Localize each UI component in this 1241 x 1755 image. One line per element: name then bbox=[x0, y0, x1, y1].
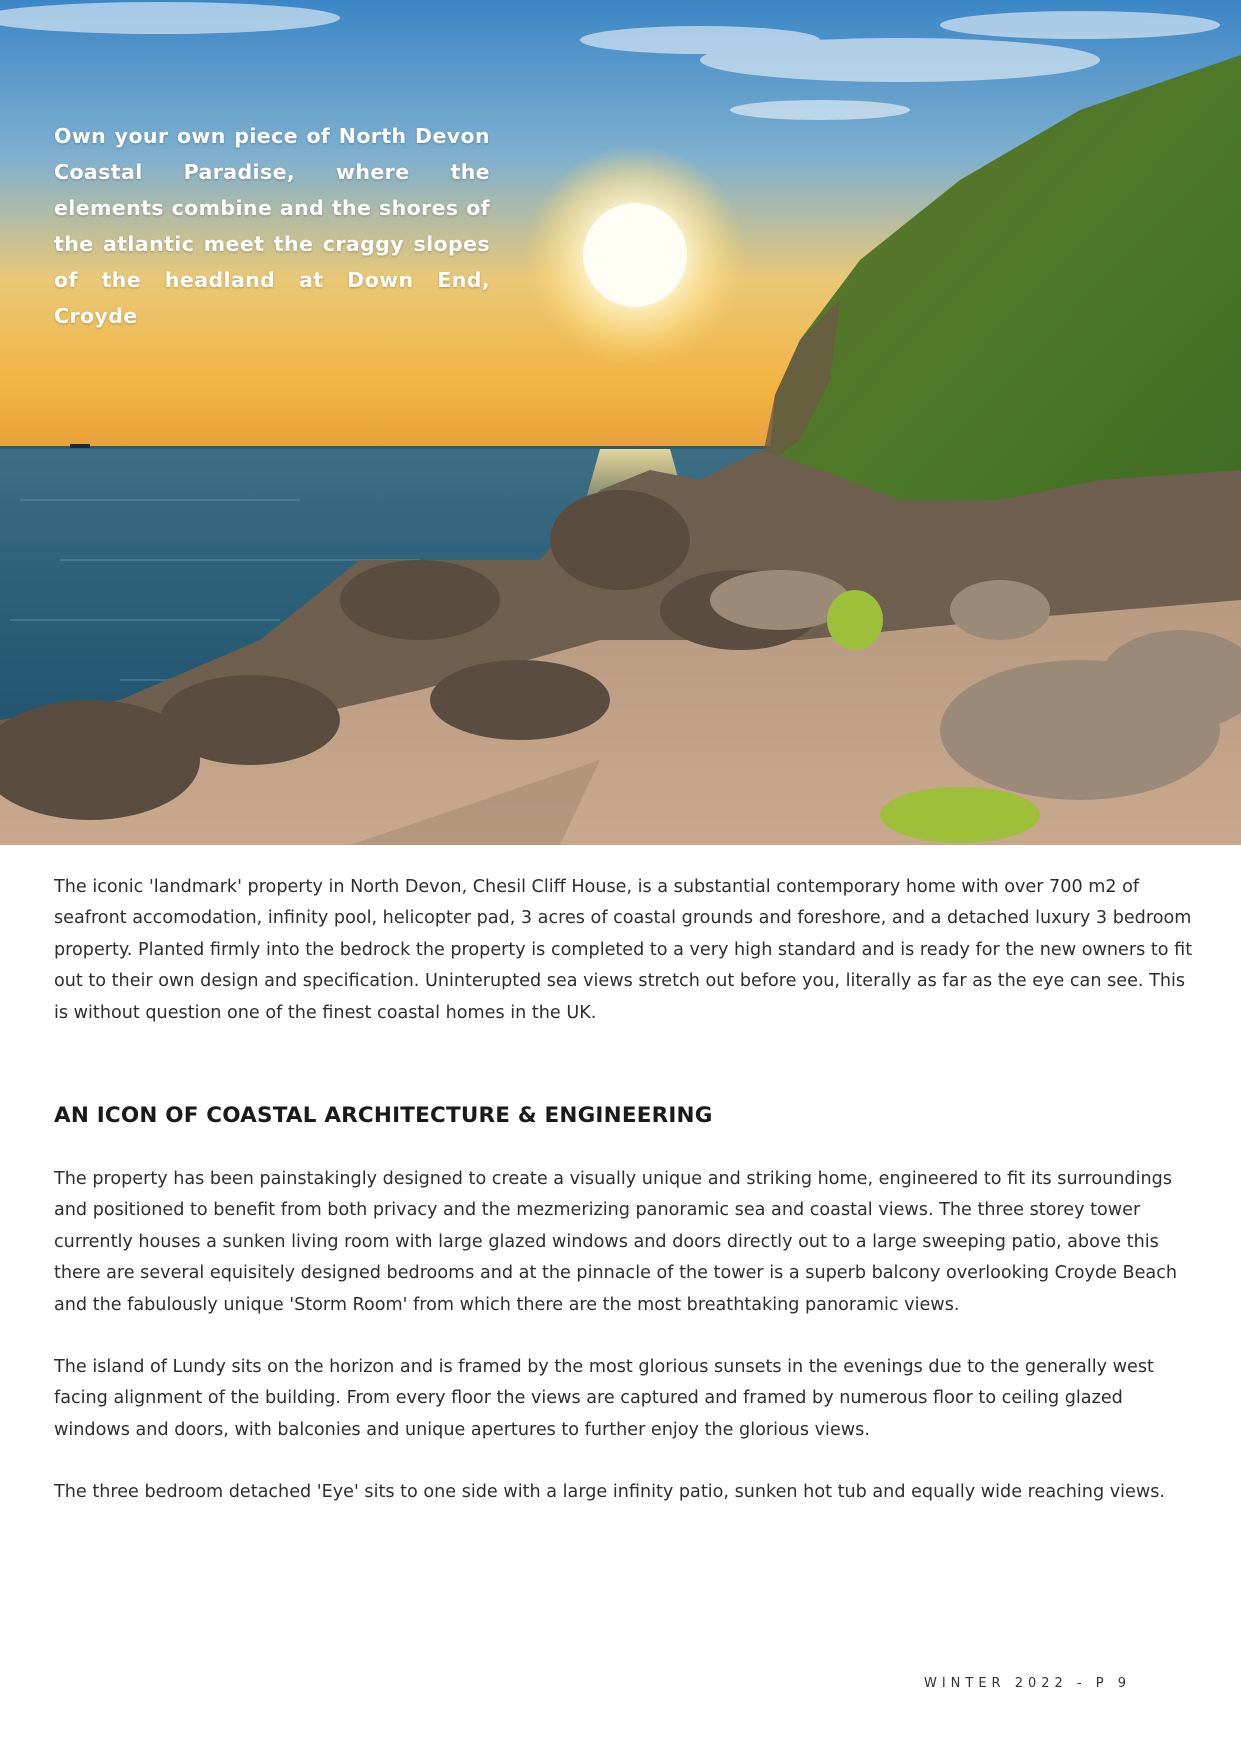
intro-paragraph: The iconic 'landmark' property in North Devon, Chesil Cliff House, is a substantial contemporary home with over 700 m2 of seafront accomodation, infinity pool, helicopter pad, 3 acres of coastal grounds and foreshore, and a detached luxury 3 bedroom property. Planted firmly into the bedrock the property is completed to a very high standard and is ready for the new owners to fit out to their own design and specification. Uninterupted sea views stretch out before you, literally as far as the eye can see. This is without question one of the finest coastal homes in the UK. bbox=[54, 877, 1193, 1023]
article-body bbox=[54, 872, 1194, 1509]
section-heading: AN ICON OF COASTAL ARCHITECTURE & ENGINEERING bbox=[54, 1103, 713, 1129]
body-paragraph-3: The three bedroom detached 'Eye' sits to one side with a large infinity patio, sunken hot tub and equally wide reaching views. bbox=[54, 1482, 1165, 1503]
page-footer: WINTER 2022 - P 9 bbox=[923, 1676, 1131, 1691]
hero-photo bbox=[0, 0, 1241, 845]
body-paragraph-1: The property has been painstakingly designed to create a visually unique and striking home, engineered to fit its surroundings and positioned to benefit from both privacy and the mezmerizing panoramic sea and coastal views. The three storey tower currently houses a sunken living room with large glazed windows and doors directly out to a large sweeping patio, above this there are several equisitely designed bedrooms and at the pinnacle of the tower is a superb balcony overlooking Croyde Beach and the fabulously unique 'Storm Room' from which there are the most breathtaking panoramic views. bbox=[54, 1169, 1178, 1315]
hero-caption: Own your own piece of North Devon Coastal Paradise, where the elements combine and the shores of the atlantic meet the craggy slopes of the headland at Down End, Croyde bbox=[54, 124, 490, 328]
body-paragraph-2: The island of Lundy sits on the horizon and is framed by the most glorious sunsets in the evenings due to the generally west facing alignment of the building. From every floor the views are captured and framed by numerous floor to ceiling glazed windows and doors, with balconies and unique apertures to further enjoy the glorious views. bbox=[54, 1357, 1154, 1440]
